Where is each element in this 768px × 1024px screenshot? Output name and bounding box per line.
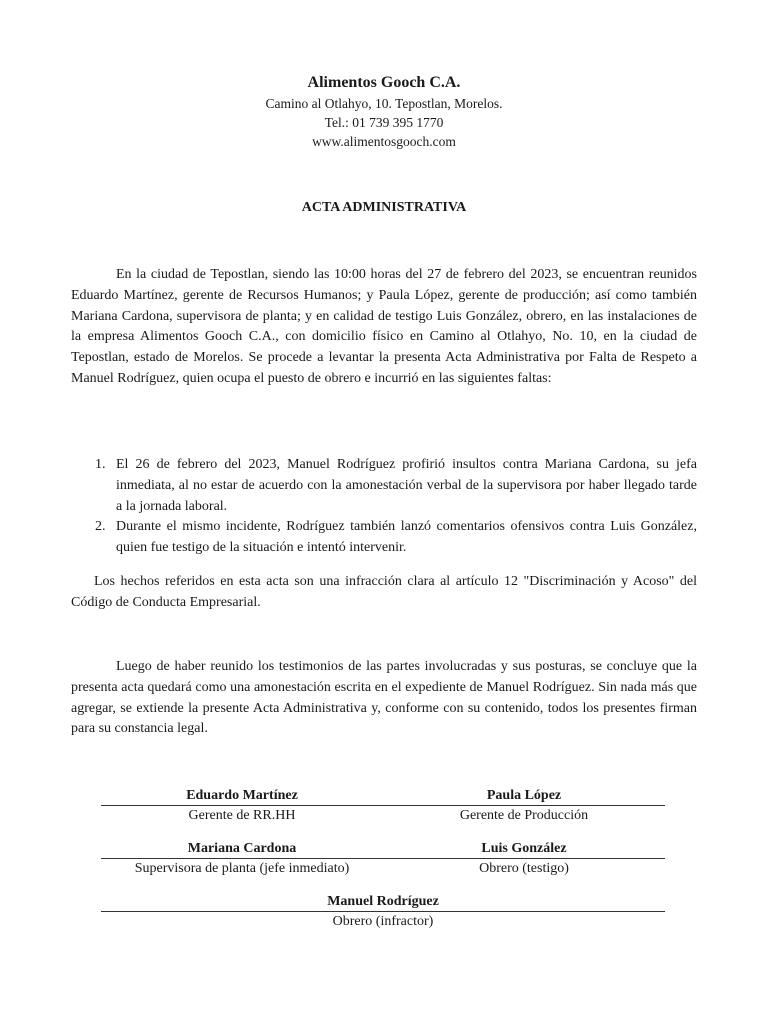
letterhead: [0, 72, 768, 151]
list-item: [71, 455, 697, 517]
list-item-text: El 26 de febrero del 2023, Manuel Rodríguez profirió insultos contra Mariana Cardona, su jefa inmediata, al no estar de acuerdo con la amonestación verbal de la supervisora por haber llegado tarde a la jornada laboral.: [116, 457, 697, 514]
signer-name: Mariana Cardona: [187, 841, 297, 856]
infraction-paragraph: Los hechos referidos en esta acta son una infracción clara al artículo 12 "Discriminación y Acoso" del Código de Conducta Empresarial.: [71, 574, 697, 610]
list-item-number: 2.: [95, 519, 106, 535]
signer-role: Supervisora de planta (jefe inmediato): [134, 861, 350, 876]
company-phone: Tel.: 01 739 395 1770: [324, 115, 444, 130]
signer-role: Gerente de RR.HH: [188, 808, 296, 823]
company-name: Alimentos Gooch C.A.: [307, 74, 461, 91]
company-address: Camino al Otlahyo, 10. Tepostlan, Morelos.: [265, 96, 503, 111]
signer-role: Obrero (infractor): [332, 914, 434, 929]
intro-paragraph: En la ciudad de Tepostlan, siendo las 10:00 horas del 27 de febrero del 2023, se encuentran reunidos Eduardo Martínez, gerente de Recursos Humanos; y Paula López, gerente de producción; así como también Mariana Cardona, supervisora de planta; y en calidad de testigo Luis González, obrero, en las instalaciones de la empresa Alimentos Gooch C.A., con domicilio físico en Camino al Otlahyo, No. 10, en la ciudad de Tepostlan, estado de Morelos. Se procede a levantar la presenta Acta Administrativa por Falta de Respeto a Manuel Rodríguez, quien ocupa el puesto de obrero e incurrió en las siguientes faltas:: [71, 267, 697, 386]
signature-row: [101, 840, 665, 878]
list-item-number: 1.: [95, 457, 106, 472]
signer-name: Manuel Rodríguez: [327, 894, 439, 909]
signer-name: Luis González: [481, 841, 567, 856]
signer-name: Paula López: [486, 788, 562, 803]
list-item: [71, 517, 697, 559]
conclusion-paragraph: Luego de haber reunido los testimonios de las partes involucradas y sus posturas, se concluye que la presenta acta quedará como una amonestación escrita en el expediente de Manuel Rodríguez. Sin nada más que agregar, se extiende la presente Acta Administrativa y, conforme con su contenido, todos los presentes firman para su constancia legal.: [71, 659, 697, 737]
document-title: ACTA ADMINISTRATIVA: [301, 200, 467, 215]
signer-role: Gerente de Producción: [459, 808, 589, 823]
faults-list: [71, 455, 697, 559]
list-item-text: Durante el mismo incidente, Rodríguez también lanzó comentarios ofensivos contra Luis González, quien fue testigo de la situación e intentó intervenir.: [116, 519, 697, 556]
signature-row: [101, 787, 665, 825]
signer-name: Eduardo Martínez: [186, 788, 298, 803]
signature-row: [101, 893, 665, 931]
company-website: www.alimentosgooch.com: [312, 134, 456, 149]
signer-role: Obrero (testigo): [479, 861, 569, 876]
